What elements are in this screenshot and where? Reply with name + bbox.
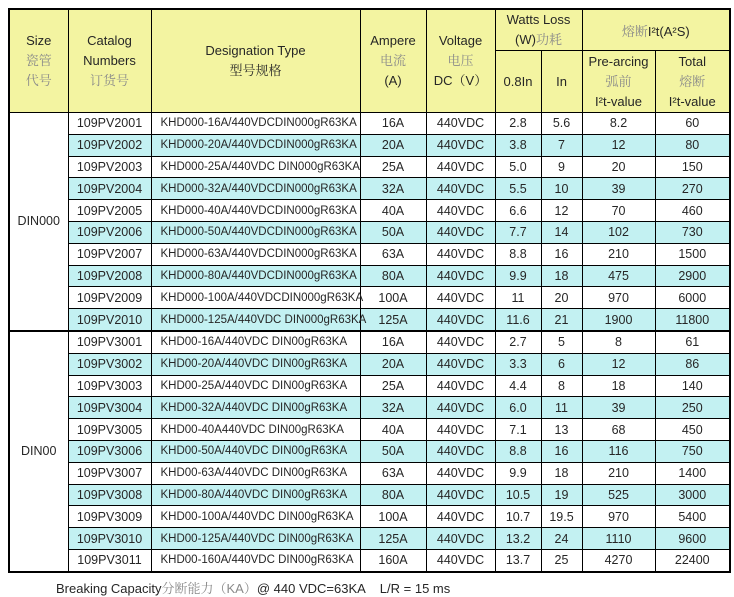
- catalog-cell: 109PV3004: [68, 397, 151, 419]
- table-row: [9, 134, 730, 156]
- watts-08in-cell: 6.0: [495, 397, 541, 419]
- designation-cell: KHD00-125A/440VDC DIN00gR63KA: [151, 528, 360, 550]
- prearcing-cell: 970: [582, 287, 655, 309]
- catalog-cell: 109PV2003: [68, 156, 151, 178]
- table-row: [9, 221, 730, 243]
- catalog-cell: 109PV3011: [68, 549, 151, 571]
- total-cell: 750: [655, 440, 730, 462]
- designation-cell: KHD000-20A/440VDCDIN000gR63KA: [151, 134, 360, 156]
- header-watts-loss-group: [495, 9, 582, 51]
- designation-cell: KHD00-80A/440VDC DIN00gR63KA: [151, 484, 360, 506]
- voltage-cell: 440VDC: [426, 484, 495, 506]
- table-row: [9, 287, 730, 309]
- table-row: [9, 178, 730, 200]
- ampere-cell: 25A: [360, 375, 426, 397]
- watts-in-cell: 9: [541, 156, 582, 178]
- watts-in-cell: 11: [541, 397, 582, 419]
- watts-in-cell: 18: [541, 462, 582, 484]
- watts-08in-cell: 11.6: [495, 309, 541, 331]
- voltage-cell: 440VDC: [426, 419, 495, 441]
- watts-in-cell: 12: [541, 200, 582, 222]
- header-prearcing-en1: Pre-arcing: [588, 53, 649, 69]
- catalog-cell: 109PV3005: [68, 419, 151, 441]
- breaking-capacity-note: [8, 573, 734, 597]
- header-08in: 0.8In: [495, 51, 541, 113]
- table-row: [9, 200, 730, 222]
- ampere-cell: 40A: [360, 200, 426, 222]
- total-cell: 140: [655, 375, 730, 397]
- header-i2t-group: [582, 9, 730, 51]
- watts-08in-cell: 2.8: [495, 113, 541, 135]
- ampere-cell: 20A: [360, 353, 426, 375]
- total-cell: 22400: [655, 549, 730, 571]
- header-voltage: [426, 9, 495, 113]
- header-voltage-en: Voltage: [438, 33, 483, 48]
- voltage-cell: 440VDC: [426, 397, 495, 419]
- header-i2t-en: I²t(A²S): [647, 23, 690, 39]
- ampere-cell: 16A: [360, 331, 426, 353]
- total-cell: 6000: [655, 287, 730, 309]
- ampere-cell: 100A: [360, 287, 426, 309]
- ampere-cell: 63A: [360, 243, 426, 265]
- voltage-cell: 440VDC: [426, 375, 495, 397]
- watts-in-cell: 20: [541, 287, 582, 309]
- prearcing-cell: 4270: [582, 549, 655, 571]
- header-prearcing: [582, 51, 655, 113]
- watts-in-cell: 19.5: [541, 506, 582, 528]
- prearcing-cell: 970: [582, 506, 655, 528]
- watts-08in-cell: 9.9: [495, 265, 541, 287]
- ampere-cell: 16A: [360, 113, 426, 135]
- watts-08in-cell: 10.7: [495, 506, 541, 528]
- watts-in-cell: 16: [541, 440, 582, 462]
- fuse-spec-table: [8, 8, 731, 573]
- header-watts-loss-unit: (W)功耗: [515, 32, 562, 47]
- total-cell: 86: [655, 353, 730, 375]
- designation-cell: KHD00-40A440VDC DIN00gR63KA: [151, 419, 360, 441]
- designation-cell: KHD00-25A/440VDC DIN00gR63KA: [151, 375, 360, 397]
- total-cell: 9600: [655, 528, 730, 550]
- header-total-zh: 熔断: [679, 73, 706, 89]
- watts-08in-cell: 3.3: [495, 353, 541, 375]
- note-en1: Breaking Capacity: [56, 580, 162, 596]
- ampere-cell: 32A: [360, 178, 426, 200]
- table-row: [9, 156, 730, 178]
- header-designation-zh: 型号规格: [229, 63, 282, 78]
- designation-cell: KHD000-25A/440VDC DIN000gR63KA: [151, 156, 360, 178]
- size-cell: DIN00: [9, 331, 68, 572]
- watts-08in-cell: 11: [495, 287, 541, 309]
- total-cell: 2900: [655, 265, 730, 287]
- prearcing-cell: 8: [582, 331, 655, 353]
- ampere-cell: 50A: [360, 221, 426, 243]
- watts-08in-cell: 5.5: [495, 178, 541, 200]
- designation-cell: KHD000-16A/440VDCDIN000gR63KA: [151, 113, 360, 135]
- watts-in-cell: 6: [541, 353, 582, 375]
- voltage-cell: 440VDC: [426, 134, 495, 156]
- watts-in-cell: 24: [541, 528, 582, 550]
- header-catalog-zh: 订货号: [89, 73, 129, 88]
- voltage-cell: 440VDC: [426, 200, 495, 222]
- designation-cell: KHD00-63A/440VDC DIN00gR63KA: [151, 462, 360, 484]
- watts-in-cell: 13: [541, 419, 582, 441]
- table-row: [9, 243, 730, 265]
- designation-cell: KHD000-125A/440VDC DIN000gR63KA: [151, 309, 360, 331]
- table-row: [9, 331, 730, 353]
- ampere-cell: 32A: [360, 397, 426, 419]
- table-row: [9, 506, 730, 528]
- total-cell: 730: [655, 221, 730, 243]
- prearcing-cell: 210: [582, 243, 655, 265]
- table-row: [9, 549, 730, 571]
- prearcing-cell: 20: [582, 156, 655, 178]
- note-zh: 分断能力（KA）: [161, 580, 257, 596]
- designation-cell: KHD00-50A/440VDC DIN00gR63KA: [151, 440, 360, 462]
- watts-08in-cell: 9.9: [495, 462, 541, 484]
- table-row: [9, 265, 730, 287]
- catalog-cell: 109PV2010: [68, 309, 151, 331]
- designation-cell: KHD000-100A/440VDCDIN000gR63KA: [151, 287, 360, 309]
- catalog-cell: 109PV2001: [68, 113, 151, 135]
- total-cell: 270: [655, 178, 730, 200]
- prearcing-cell: 102: [582, 221, 655, 243]
- header-ampere-unit: (A): [384, 73, 402, 88]
- catalog-cell: 109PV2009: [68, 287, 151, 309]
- catalog-cell: 109PV3008: [68, 484, 151, 506]
- table-row: [9, 462, 730, 484]
- ampere-cell: 40A: [360, 419, 426, 441]
- watts-in-cell: 7: [541, 134, 582, 156]
- watts-in-cell: 10: [541, 178, 582, 200]
- watts-in-cell: 19: [541, 484, 582, 506]
- total-cell: 460: [655, 200, 730, 222]
- voltage-cell: 440VDC: [426, 309, 495, 331]
- ampere-cell: 20A: [360, 134, 426, 156]
- total-cell: 250: [655, 397, 730, 419]
- total-cell: 80: [655, 134, 730, 156]
- header-designation: [151, 9, 360, 113]
- total-cell: 11800: [655, 309, 730, 331]
- catalog-cell: 109PV2007: [68, 243, 151, 265]
- header-voltage-zh: 电压: [447, 53, 474, 68]
- designation-cell: KHD00-20A/440VDC DIN00gR63KA: [151, 353, 360, 375]
- voltage-cell: 440VDC: [426, 440, 495, 462]
- voltage-cell: 440VDC: [426, 287, 495, 309]
- header-ampere-zh: 电流: [379, 53, 406, 68]
- table-row: [9, 375, 730, 397]
- prearcing-cell: 12: [582, 134, 655, 156]
- voltage-cell: 440VDC: [426, 506, 495, 528]
- watts-08in-cell: 6.6: [495, 200, 541, 222]
- total-cell: 61: [655, 331, 730, 353]
- header-i2t-zh: 熔断: [621, 23, 648, 39]
- designation-cell: KHD000-32A/440VDCDIN000gR63KA: [151, 178, 360, 200]
- catalog-cell: 109PV3003: [68, 375, 151, 397]
- ampere-cell: 125A: [360, 528, 426, 550]
- watts-08in-cell: 3.8: [495, 134, 541, 156]
- designation-cell: KHD000-50A/440VDCDIN000gR63KA: [151, 221, 360, 243]
- watts-08in-cell: 2.7: [495, 331, 541, 353]
- catalog-cell: 109PV3009: [68, 506, 151, 528]
- watts-08in-cell: 8.8: [495, 243, 541, 265]
- table-row: [9, 419, 730, 441]
- prearcing-cell: 8.2: [582, 113, 655, 135]
- voltage-cell: 440VDC: [426, 462, 495, 484]
- catalog-cell: 109PV3007: [68, 462, 151, 484]
- header-total-en1: Total: [678, 53, 706, 69]
- catalog-cell: 109PV2004: [68, 178, 151, 200]
- designation-cell: KHD000-63A/440VDCDIN000gR63KA: [151, 243, 360, 265]
- ampere-cell: 160A: [360, 549, 426, 571]
- catalog-cell: 109PV2005: [68, 200, 151, 222]
- catalog-cell: 109PV3010: [68, 528, 151, 550]
- ampere-cell: 80A: [360, 484, 426, 506]
- voltage-cell: 440VDC: [426, 113, 495, 135]
- prearcing-cell: 525: [582, 484, 655, 506]
- prearcing-cell: 70: [582, 200, 655, 222]
- prearcing-cell: 39: [582, 397, 655, 419]
- note-en3: L/R = 15 ms: [379, 580, 451, 596]
- table-body: [9, 113, 730, 572]
- watts-08in-cell: 4.4: [495, 375, 541, 397]
- watts-08in-cell: 7.1: [495, 419, 541, 441]
- catalog-cell: 109PV3006: [68, 440, 151, 462]
- catalog-cell: 109PV3002: [68, 353, 151, 375]
- header-size: [9, 9, 68, 113]
- voltage-cell: 440VDC: [426, 331, 495, 353]
- watts-08in-cell: 7.7: [495, 221, 541, 243]
- watts-in-cell: 18: [541, 265, 582, 287]
- catalog-cell: 109PV2008: [68, 265, 151, 287]
- watts-08in-cell: 8.8: [495, 440, 541, 462]
- header-catalog: [68, 9, 151, 113]
- header-catalog-en1: Catalog: [87, 33, 132, 48]
- ampere-cell: 100A: [360, 506, 426, 528]
- voltage-cell: 440VDC: [426, 243, 495, 265]
- voltage-cell: 440VDC: [426, 528, 495, 550]
- header-total-en2: I²t-value: [668, 93, 716, 109]
- ampere-cell: 50A: [360, 440, 426, 462]
- size-cell: DIN000: [9, 113, 68, 331]
- designation-cell: KHD000-80A/440VDCDIN000gR63KA: [151, 265, 360, 287]
- header-voltage-unit: DC（V）: [433, 73, 488, 88]
- voltage-cell: 440VDC: [426, 353, 495, 375]
- total-cell: 150: [655, 156, 730, 178]
- header-prearcing-zh: 弧前: [605, 73, 632, 89]
- note-en2: @ 440 VDC=63KA: [256, 580, 366, 596]
- watts-in-cell: 5.6: [541, 113, 582, 135]
- watts-08in-cell: 5.0: [495, 156, 541, 178]
- prearcing-cell: 210: [582, 462, 655, 484]
- ampere-cell: 63A: [360, 462, 426, 484]
- table-row: [9, 113, 730, 135]
- watts-in-cell: 8: [541, 375, 582, 397]
- table-header: [9, 9, 730, 113]
- header-catalog-en2: Numbers: [83, 53, 136, 68]
- header-designation-en: Designation Type: [205, 43, 306, 58]
- designation-cell: KHD00-32A/440VDC DIN00gR63KA: [151, 397, 360, 419]
- header-total: [655, 51, 730, 113]
- prearcing-cell: 39: [582, 178, 655, 200]
- voltage-cell: 440VDC: [426, 156, 495, 178]
- total-cell: 60: [655, 113, 730, 135]
- designation-cell: KHD00-16A/440VDC DIN00gR63KA: [151, 331, 360, 353]
- watts-08in-cell: 10.5: [495, 484, 541, 506]
- total-cell: 450: [655, 419, 730, 441]
- watts-in-cell: 21: [541, 309, 582, 331]
- table-row: [9, 353, 730, 375]
- watts-in-cell: 25: [541, 549, 582, 571]
- voltage-cell: 440VDC: [426, 549, 495, 571]
- watts-in-cell: 14: [541, 221, 582, 243]
- prearcing-cell: 1900: [582, 309, 655, 331]
- table-row: [9, 397, 730, 419]
- table-row: [9, 440, 730, 462]
- header-ampere: [360, 9, 426, 113]
- header-size-en: Size: [26, 33, 52, 48]
- voltage-cell: 440VDC: [426, 178, 495, 200]
- table-row: [9, 484, 730, 506]
- catalog-cell: 109PV2006: [68, 221, 151, 243]
- total-cell: 5400: [655, 506, 730, 528]
- header-size-zh2: 代号: [25, 73, 52, 88]
- watts-08in-cell: 13.2: [495, 528, 541, 550]
- watts-in-cell: 5: [541, 331, 582, 353]
- prearcing-cell: 18: [582, 375, 655, 397]
- header-prearcing-en2: I²t-value: [595, 93, 642, 109]
- prearcing-cell: 475: [582, 265, 655, 287]
- prearcing-cell: 1110: [582, 528, 655, 550]
- designation-cell: KHD00-160A/440VDC DIN00gR63KA: [151, 549, 360, 571]
- designation-cell: KHD00-100A/440VDC DIN00gR63KA: [151, 506, 360, 528]
- prearcing-cell: 116: [582, 440, 655, 462]
- total-cell: 1500: [655, 243, 730, 265]
- header-watts-loss-en: Watts Loss: [506, 12, 571, 27]
- table-row: [9, 528, 730, 550]
- total-cell: 3000: [655, 484, 730, 506]
- prearcing-cell: 12: [582, 353, 655, 375]
- catalog-cell: 109PV2002: [68, 134, 151, 156]
- total-cell: 1400: [655, 462, 730, 484]
- table-row: [9, 309, 730, 331]
- header-watts-loss-zh: 功耗: [535, 32, 562, 47]
- voltage-cell: 440VDC: [426, 221, 495, 243]
- ampere-cell: 125A: [360, 309, 426, 331]
- catalog-cell: 109PV3001: [68, 331, 151, 353]
- watts-08in-cell: 13.7: [495, 549, 541, 571]
- watts-in-cell: 16: [541, 243, 582, 265]
- ampere-cell: 80A: [360, 265, 426, 287]
- voltage-cell: 440VDC: [426, 265, 495, 287]
- header-ampere-en: Ampere: [370, 33, 416, 48]
- ampere-cell: 25A: [360, 156, 426, 178]
- header-in: In: [541, 51, 582, 113]
- prearcing-cell: 68: [582, 419, 655, 441]
- designation-cell: KHD000-40A/440VDCDIN000gR63KA: [151, 200, 360, 222]
- header-size-zh1: 瓷管: [25, 53, 52, 68]
